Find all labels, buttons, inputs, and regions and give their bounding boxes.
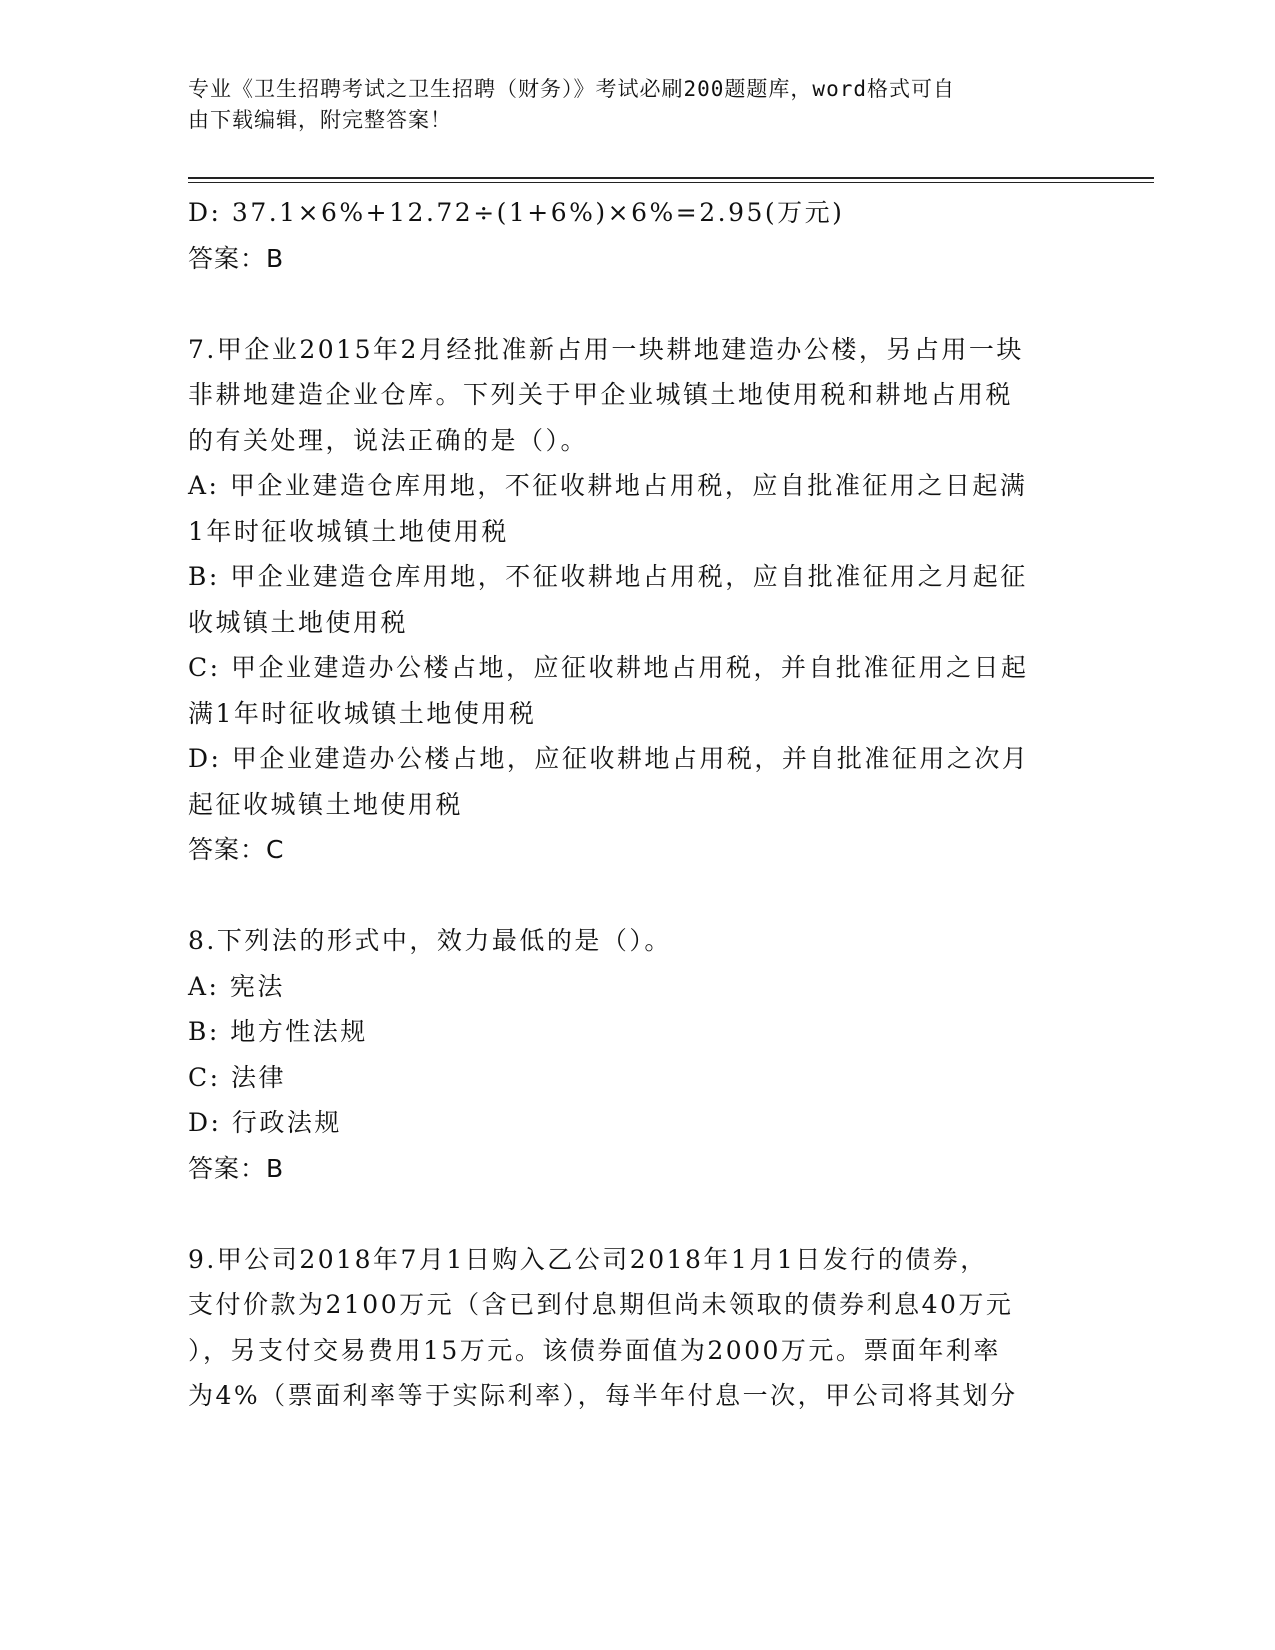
question-stem-line: 支付价款为2100万元（含已到付息期但尚未领取的债券利息40万元 xyxy=(188,1290,1014,1319)
option-d: D: 37.1×6%+12.72÷(1+6%)×6%=2.95(万元) xyxy=(188,198,845,227)
header-rule-thick xyxy=(188,177,1154,179)
option-b: B: 地方性法规 xyxy=(188,1017,368,1046)
option-c-cont: 满1年时征收城镇土地使用税 xyxy=(188,698,537,728)
question-9 xyxy=(188,1237,1068,1419)
document-body xyxy=(188,190,1068,1419)
header-line-2: 由下载编辑，附完整答案！ xyxy=(188,108,452,132)
spacer xyxy=(188,1191,1068,1237)
question-stem-line: 7.甲企业2015年2月经批准新占用一块耕地建造办公楼，另占用一块 xyxy=(188,334,1024,364)
question-7 xyxy=(188,327,1068,873)
answer-line: 答案：C xyxy=(188,835,285,864)
option-b: B: 甲企业建造仓库用地，不征收耕地占用税，应自批准征用之月起征 xyxy=(188,562,1028,591)
option-d: D: 甲企业建造办公楼占地，应征收耕地占用税，并自批准征用之次月 xyxy=(188,744,1030,773)
previous-question-tail xyxy=(188,190,1068,281)
question-stem-line: ），另支付交易费用15万元。该债券面值为2000万元。票面年利率 xyxy=(188,1335,1001,1365)
answer-line: 答案：B xyxy=(188,1153,285,1183)
question-stem-line: 的有关处理，说法正确的是（）。 xyxy=(188,425,589,455)
header-line-1: 专业《卫生招聘考试之卫生招聘（财务）》考试必刷200题题库，word格式可自 xyxy=(188,77,955,101)
question-stem-line: 8.下列法的形式中，效力最低的是（）。 xyxy=(188,926,672,955)
option-b-cont: 收城镇土地使用税 xyxy=(188,607,409,637)
question-stem-line: 为4%（票面利率等于实际利率），每半年付息一次，甲公司将其划分 xyxy=(188,1381,1018,1410)
spacer xyxy=(188,873,1068,919)
option-a: A: 宪法 xyxy=(188,971,285,1001)
header-rule-thin xyxy=(188,182,1154,183)
option-d-cont: 起征收城镇土地使用税 xyxy=(188,789,464,819)
answer-line: 答案：B xyxy=(188,243,285,273)
option-d: D: 行政法规 xyxy=(188,1108,342,1137)
question-stem-line: 9.甲公司2018年7月1日购入乙公司2018年1月1日发行的债券， xyxy=(188,1244,988,1274)
question-stem-line: 非耕地建造企业仓库。下列关于甲企业城镇土地使用税和耕地占用税 xyxy=(188,380,1014,409)
document-header xyxy=(188,74,1068,136)
option-a-cont: 1年时征收城镇土地使用税 xyxy=(188,516,509,546)
option-c: C: 法律 xyxy=(188,1062,286,1092)
option-c: C: 甲企业建造办公楼占地，应征收耕地占用税，并自批准征用之日起 xyxy=(188,653,1029,682)
spacer xyxy=(188,281,1068,327)
question-8 xyxy=(188,918,1068,1191)
option-a: A: 甲企业建造仓库用地，不征收耕地占用税，应自批准征用之日起满 xyxy=(188,471,1028,500)
